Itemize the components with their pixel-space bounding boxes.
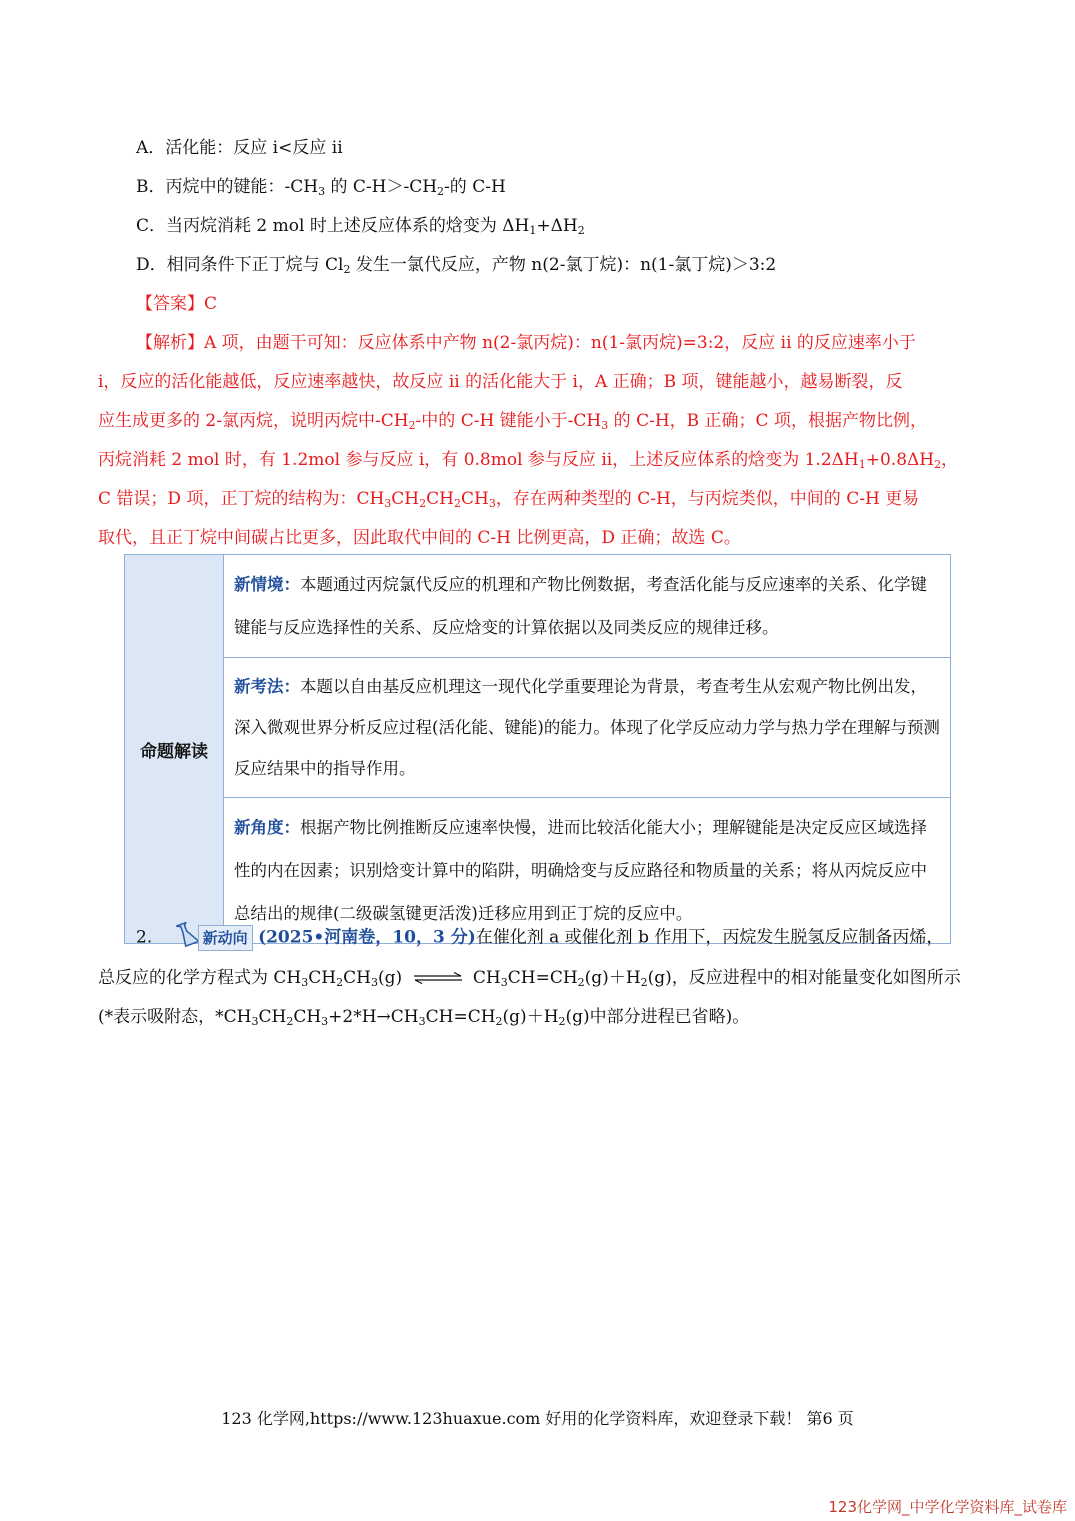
option-b-text: -的 C-H	[444, 177, 506, 197]
subscript: 2	[934, 458, 942, 471]
subscript: 2	[495, 1015, 503, 1028]
new-trend-badge: 新动向	[198, 925, 253, 951]
subscript: 2	[577, 976, 585, 989]
answer	[136, 293, 217, 315]
subscript: 1	[529, 224, 537, 237]
question-number: 2.	[136, 927, 153, 948]
interpretation-row-method	[224, 658, 951, 798]
subscript: 3	[370, 976, 378, 989]
option-c-text: +ΔH	[536, 216, 578, 236]
option-d-text: 相同条件下正丁烷与 Cl	[166, 255, 344, 275]
question-source: (2025•河南卷，10，3 分)	[258, 927, 476, 948]
subscript: 3	[418, 1015, 426, 1028]
subscript: 3	[301, 976, 309, 989]
subscript: 2	[343, 263, 351, 276]
subscript: 3	[384, 497, 392, 510]
option-b	[136, 176, 506, 198]
question-2-line-3	[98, 1006, 749, 1028]
analysis-text: CH	[460, 489, 489, 509]
question-text: (g)中部分进程已省略)。	[565, 1007, 750, 1027]
analysis-line-3	[98, 410, 927, 432]
subscript: 2	[408, 419, 416, 432]
question-text: CH=CH	[425, 1007, 496, 1027]
question-text: (g)，反应进程中的相对能量变化如图所示	[647, 968, 961, 988]
option-c	[136, 215, 585, 237]
option-b-text: 的 C-H＞-CH	[325, 177, 438, 197]
analysis-text: 应生成更多的 2-氯丙烷，说明丙烷中-CH	[98, 411, 409, 431]
row-label: 新考法：	[234, 677, 300, 696]
analysis-line-2: i，反应的活化能越低，反应速率越快，故反应 ii 的活化能大于 i，A 正确；B 项，键能越小，越易断裂，反	[98, 372, 903, 392]
row-text: 根据产物比例推断反应速率快慢，进而比较活化能大小；理解键能是决定反应区域选择性的内在因素；识别焓变计算中的陷阱，明确焓变与反应路径和物质量的关系；将从丙烷反应中总结出的规律(二级碳氢键更活泼)迁移应用到正丁烷的反应中。	[234, 818, 927, 923]
question-text: CH	[343, 968, 371, 988]
analysis-text: +0.8ΔH	[865, 450, 935, 470]
analysis-text: CH	[426, 489, 454, 509]
row-text: 本题以自由基反应机理这一现代化学重要理论为背景，考查考生从宏观产物比例出发，深入微观世界分析反应过程(活化能、键能)的能力。体现了化学反应动力学与热力学在理解与预测反应结果中的指导作用。	[234, 677, 940, 778]
question-text: CH	[293, 1007, 322, 1027]
page-footer: 123 化学网,https://www.123huaxue.com 好用的化学资料库，欢迎登录下载！ 第6 页	[221, 1409, 854, 1428]
subscript: 2	[640, 976, 648, 989]
question-2-line-1	[136, 922, 943, 954]
interpretation-side-label: 命题解读	[125, 555, 224, 944]
option-d-text: 发生一氯代反应，产物 n(2-氯丁烷)：n(1-氯丁烷)＞3:2	[350, 255, 777, 275]
analysis-tag: 【解析】	[136, 333, 204, 353]
option-a-text: 活化能：反应 i<反应 ii	[165, 138, 343, 158]
row-label: 新角度：	[234, 818, 300, 837]
answer-tag: 【答案】	[136, 294, 204, 314]
option-d	[136, 254, 776, 276]
analysis-text: C 错误；D 项，正丁烷的结构为：CH	[98, 489, 385, 509]
option-b-label: B．	[136, 177, 166, 197]
subscript: 2	[453, 497, 461, 510]
analysis-line-4	[98, 449, 958, 471]
row-label: 新情境：	[234, 575, 300, 594]
option-c-label: C．	[136, 216, 167, 236]
subscript: 3	[251, 1015, 259, 1028]
site-watermark: 123化学网_中学化学资料库_试卷库	[828, 1498, 1067, 1516]
question-text: CH	[472, 968, 501, 988]
analysis-text: -中的 C-H 键能小于-CH	[415, 411, 602, 431]
question-text: CH	[308, 968, 337, 988]
subscript: 3	[601, 419, 609, 432]
analysis-text: ，存在两种类型的 C-H，与丙烷类似，中间的 C-H 更易	[495, 489, 920, 509]
analysis-text: ，	[941, 450, 959, 470]
analysis-line-1	[136, 332, 916, 354]
analysis-text: CH	[391, 489, 420, 509]
analysis-line-5	[98, 488, 919, 510]
question-text: (g)＋H	[502, 1007, 559, 1027]
question-text: CH=CH	[507, 968, 578, 988]
question-2-line-2	[98, 967, 961, 990]
flask-icon	[176, 922, 198, 954]
option-b-text: 丙烷中的键能：-CH	[165, 177, 319, 197]
analysis-line-6: 取代，且正丁烷中间碳占比更多，因此取代中间的 C-H 比例更高，D 正确；故选 C。	[98, 528, 741, 548]
option-a-label: A．	[136, 138, 166, 158]
option-c-text: 当丙烷消耗 2 mol 时上述反应体系的焓变为 ΔH	[166, 216, 530, 236]
analysis-text: 丙烷消耗 2 mol 时，有 1.2mol 参与反应 i，有 0.8mol 参与反应 ii，上述反应体系的焓变为 1.2ΔH	[98, 450, 859, 470]
question-text: +2*H→CH	[328, 1007, 419, 1027]
subscript: 3	[500, 976, 508, 989]
option-a	[136, 137, 343, 159]
subscript: 1	[858, 458, 866, 471]
question-text: 总反应的化学方程式为 CH	[98, 968, 302, 988]
question-text: 在催化剂 a 或催化剂 b 作用下，丙烷发生脱氢反应制备丙烯，	[475, 927, 944, 948]
option-d-label: D．	[136, 255, 167, 275]
answer-value: C	[204, 294, 218, 314]
interpretation-row-situation	[224, 555, 951, 658]
subscript: 2	[419, 497, 427, 510]
question-text: (g)	[377, 968, 403, 988]
subscript: 3	[488, 497, 496, 510]
subscript: 2	[577, 224, 585, 237]
subscript: 2	[437, 185, 445, 198]
question-text: (g)＋H	[584, 968, 641, 988]
subscript: 3	[321, 1015, 329, 1028]
subscript: 2	[558, 1015, 566, 1028]
subscript: 2	[336, 976, 344, 989]
question-text: (*表示吸附态，*CH	[98, 1007, 252, 1027]
equilibrium-arrow-icon	[412, 968, 464, 990]
subscript: 3	[318, 185, 326, 198]
row-text: 本题通过丙烷氯代反应的机理和产物比例数据，考查活化能与反应速率的关系、化学键键能与反应选择性的关系、反应焓变的计算依据以及同类反应的规律迁移。	[234, 575, 927, 637]
interpretation-table	[124, 554, 951, 944]
analysis-text: 的 C-H，B 正确；C 项，根据产物比例，	[608, 411, 927, 431]
analysis-text: A 项，由题干可知：反应体系中产物 n(2-氯丙烷)：n(1-氯丙烷)=3:2，反应 ii 的反应速率小于	[204, 333, 916, 353]
question-text: CH	[258, 1007, 287, 1027]
subscript: 2	[286, 1015, 294, 1028]
